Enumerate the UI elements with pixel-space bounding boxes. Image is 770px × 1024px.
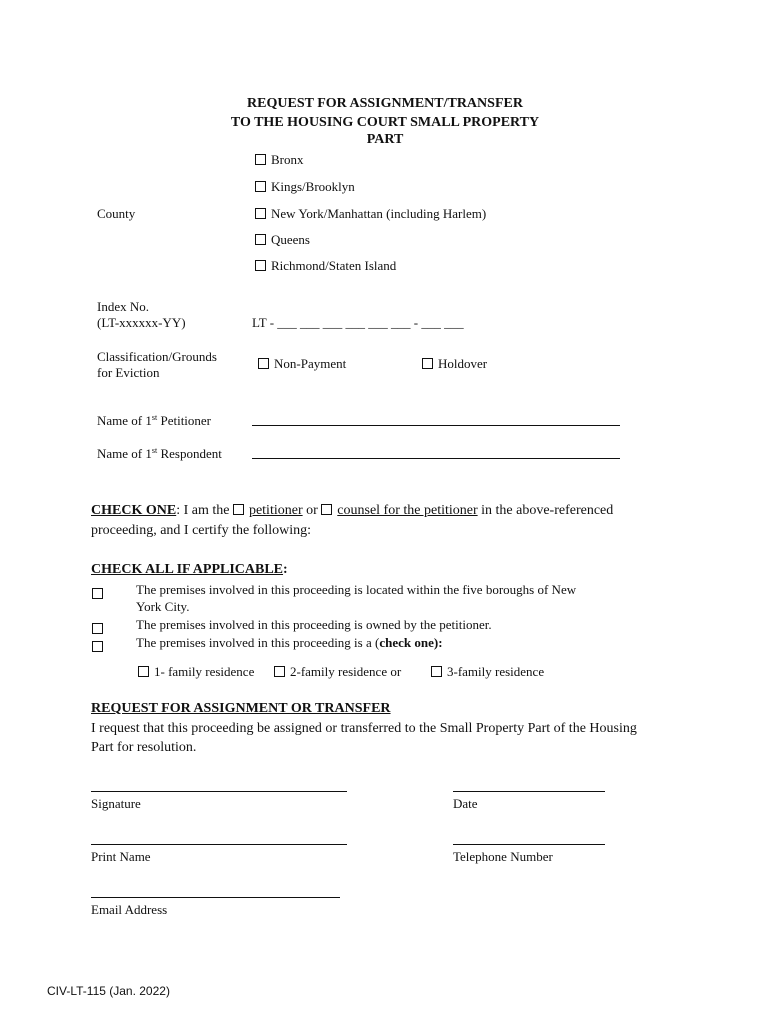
holdover-option[interactable]: [422, 356, 487, 372]
check-all-item1-line1: The premises involved in this proceeding is located within the five boroughs of New: [136, 582, 577, 597]
classification-label-line1: Classification/Grounds: [97, 349, 217, 364]
county-option-label: New York/Manhattan (including Harlem): [271, 206, 487, 221]
county-option-queens[interactable]: [255, 232, 310, 248]
holdover-label: Holdover: [438, 356, 488, 371]
check-all-item1-line2: York City.: [136, 599, 190, 614]
checkbox[interactable]: [422, 358, 433, 369]
classification-label-line2: for Eviction: [97, 365, 160, 380]
index-label-line1: Index No.: [97, 299, 149, 314]
index-label-line2: (LT-xxxxxx-YY): [97, 315, 186, 330]
county-option-bronx[interactable]: [255, 152, 304, 168]
residence-3-family-option[interactable]: 3-family residence: [431, 664, 544, 680]
residence-1-family-option[interactable]: 1- family residence: [138, 664, 254, 680]
counsel-checkbox[interactable]: [321, 504, 332, 515]
county-option-kings[interactable]: [255, 179, 355, 195]
respondent-label: Name of 1st Respondent: [97, 446, 222, 461]
email-field[interactable]: [91, 897, 340, 898]
checkbox[interactable]: [431, 666, 442, 677]
respondent-name-field[interactable]: [252, 458, 620, 459]
form-title-line3: PART: [366, 132, 404, 147]
county-option-new-york[interactable]: [255, 206, 486, 222]
residence-2-family-option[interactable]: 2-family residence or: [274, 664, 401, 680]
form-title-line2: TO THE HOUSING COURT SMALL PROPERTY: [230, 115, 540, 130]
county-option-label: Queens: [271, 232, 310, 247]
county-label: County: [97, 206, 136, 221]
checkbox[interactable]: [255, 154, 266, 165]
county-option-label: Kings/Brooklyn: [271, 179, 355, 194]
signature-label: Signature: [91, 796, 141, 811]
check-one-line1: CHECK ONE: I am the petitioner or counsel for the petitioner in the above-referenced: [91, 503, 614, 518]
non-payment-label: Non-Payment: [274, 356, 347, 371]
checkbox[interactable]: [255, 234, 266, 245]
check-one-line2: proceeding, and I certify the following:: [91, 523, 312, 538]
checkbox[interactable]: [274, 666, 285, 677]
index-number-field[interactable]: LT - ___ ___ ___ ___ ___ ___ - ___ ___: [252, 315, 464, 330]
print-name-field[interactable]: [91, 844, 347, 845]
petitioner-option-label: petitioner: [248, 503, 303, 518]
petitioner-name-field[interactable]: [252, 425, 620, 426]
form-id: CIV-LT-115 (Jan. 2022): [47, 984, 170, 998]
county-option-richmond[interactable]: [255, 258, 396, 274]
request-text-line2: Part for resolution.: [91, 740, 197, 755]
print-name-label: Print Name: [91, 849, 151, 864]
check-all-item3-checkbox[interactable]: [92, 638, 108, 656]
checkbox[interactable]: [258, 358, 269, 369]
request-heading: REQUEST FOR ASSIGNMENT OR TRANSFER: [91, 701, 391, 716]
telephone-label: Telephone Number: [453, 849, 553, 864]
counsel-option-label: counsel for the petitioner: [337, 503, 478, 518]
request-text-line1: I request that this proceeding be assigned or transferred to the Small Property Part of the Housing: [91, 721, 637, 736]
checkbox[interactable]: [255, 208, 266, 219]
county-option-label: Richmond/Staten Island: [271, 258, 397, 273]
check-all-item2-checkbox[interactable]: [92, 620, 108, 638]
check-all-item2: The premises involved in this proceeding is owned by the petitioner.: [136, 617, 492, 632]
county-option-label: Bronx: [271, 152, 304, 167]
check-one-heading: CHECK ONE: [91, 503, 177, 518]
checkbox[interactable]: [255, 181, 266, 192]
email-label: Email Address: [91, 902, 168, 917]
checkbox[interactable]: [255, 260, 266, 271]
date-label: Date: [453, 796, 478, 811]
non-payment-option[interactable]: [258, 356, 346, 372]
check-all-heading: CHECK ALL IF APPLICABLE:: [91, 562, 288, 577]
petitioner-checkbox[interactable]: [233, 504, 244, 515]
signature-field[interactable]: [91, 791, 347, 792]
date-field[interactable]: [453, 791, 605, 792]
check-all-item1-checkbox[interactable]: [92, 585, 108, 603]
telephone-field[interactable]: [453, 844, 605, 845]
petitioner-label: Name of 1st Petitioner: [97, 413, 212, 428]
form-title-line1: REQUEST FOR ASSIGNMENT/TRANSFER: [247, 96, 523, 111]
checkbox[interactable]: [138, 666, 149, 677]
check-all-item3: The premises involved in this proceeding is a (check one):: [136, 635, 443, 650]
